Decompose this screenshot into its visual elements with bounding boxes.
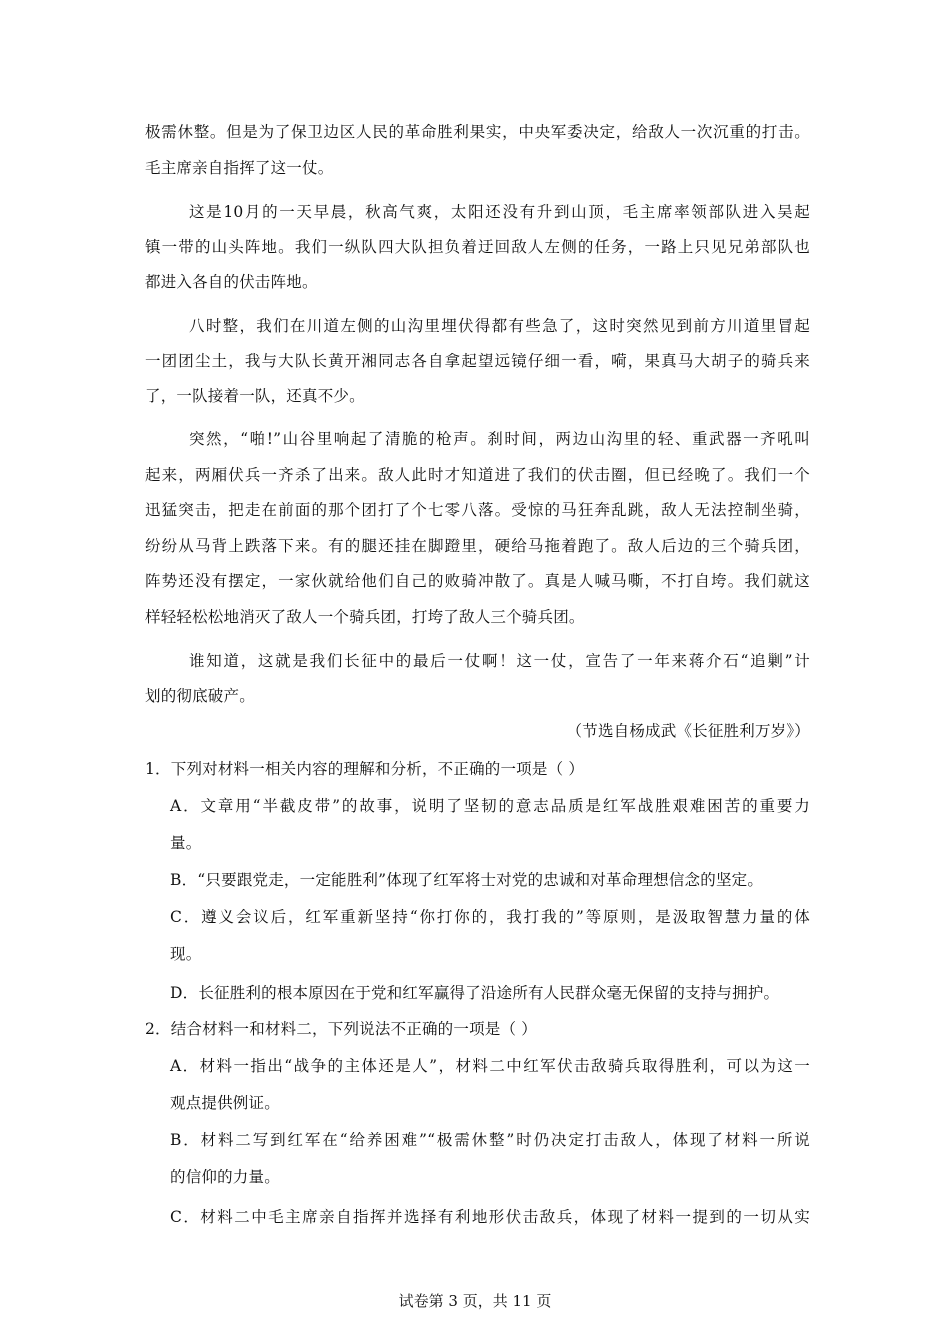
question-option-continued: 的信仰的力量。 [170, 1168, 280, 1186]
passage-line: 一团团尘土，我与大队长黄开湘同志各自拿起望远镜仔细一看，嗬，果真马大胡子的骑兵来 [145, 352, 810, 370]
passage-line: 了，一队接着一队，还真不少。 [145, 387, 365, 405]
question-option: A．材料一指出“战争的主体还是人”，材料二中红军伏击敌骑兵取得胜利，可以为这一 [170, 1057, 810, 1075]
passage-line: 阵势还没有摆定，一家伙就给他们自己的败骑冲散了。真是人喊马嘶，不打自垮。我们就这 [145, 572, 810, 590]
question-option: A．文章用“半截皮带”的故事，说明了坚韧的意志品质是红军战胜艰难困苦的重要力 [170, 797, 810, 815]
question-option: C．材料二中毛主席亲自指挥并选择有利地形伏击敌兵，体现了材料一提到的一切从实 [170, 1208, 810, 1226]
question-option-continued: 现。 [170, 945, 202, 963]
passage-line: 样轻轻松松地消灭了敌人一个骑兵团，打垮了敌人三个骑兵团。 [145, 608, 585, 626]
question-option: B．材料二写到红军在“给养困难”“极需休整”时仍决定打击敌人，体现了材料一所说 [170, 1131, 810, 1149]
page-footer: 试卷第 3 页，共 11 页 [398, 1292, 552, 1310]
passage-line: 都进入各自的伏击阵地。 [145, 273, 318, 291]
passage-line: 突然，“啪!”山谷里响起了清脆的枪声。刹时间，两边山沟里的轻、重武器一齐吼叫 [189, 430, 810, 448]
passage-line: 纷纷从马背上跌落下来。有的腿还挂在脚蹬里，硬给马拖着跑了。敌人后边的三个骑兵团， [145, 537, 810, 555]
passage-source: （节选自杨成武《长征胜利万岁》） [566, 722, 810, 740]
passage-line: 迅猛突击，把走在前面的那个团打了个七零八落。受惊的马狂奔乱跳，敌人无法控制坐骑， [145, 501, 810, 519]
question-option: D．长征胜利的根本原因在于党和红军赢得了沿途所有人民群众毫无保留的支持与拥护。 [170, 984, 780, 1002]
passage-line: 这是10月的一天早晨，秋高气爽，太阳还没有升到山顶，毛主席率领部队进入吴起 [189, 203, 810, 221]
passage-line: 谁知道，这就是我们长征中的最后一仗啊！这一仗，宣告了一年来蒋介石“追剿”计 [189, 652, 810, 670]
passage-line: 起来，两厢伏兵一齐杀了出来。敌人此时才知道进了我们的伏击圈，但已经晚了。我们一个 [145, 466, 810, 484]
question-option-continued: 量。 [170, 834, 202, 852]
passage-line: 划的彻底破产。 [145, 687, 255, 705]
question-option: C．遵义会议后，红军重新坚持“你打你的，我打我的”等原则，是汲取智慧力量的体 [170, 908, 810, 926]
passage-line: 极需休整。但是为了保卫边区人民的革命胜利果实，中央军委决定，给敌人一次沉重的打击。 [145, 123, 810, 141]
question-stem: 1．下列对材料一相关内容的理解和分析，不正确的一项是（ ） [145, 760, 585, 778]
question-option-continued: 观点提供例证。 [170, 1094, 280, 1112]
passage-line: 八时整，我们在川道左侧的山沟里埋伏得都有些急了，这时突然见到前方川道里冒起 [189, 317, 810, 335]
question-stem: 2．结合材料一和材料二，下列说法不正确的一项是（ ） [145, 1020, 537, 1038]
passage-line: 镇一带的山头阵地。我们一纵队四大队担负着迂回敌人左侧的任务，一路上只见兄弟部队也 [145, 238, 810, 256]
question-option: B．“只要跟党走，一定能胜利”体现了红军将士对党的忠诚和对革命理想信念的坚定。 [170, 871, 764, 889]
passage-line: 毛主席亲自指挥了这一仗。 [145, 159, 334, 177]
